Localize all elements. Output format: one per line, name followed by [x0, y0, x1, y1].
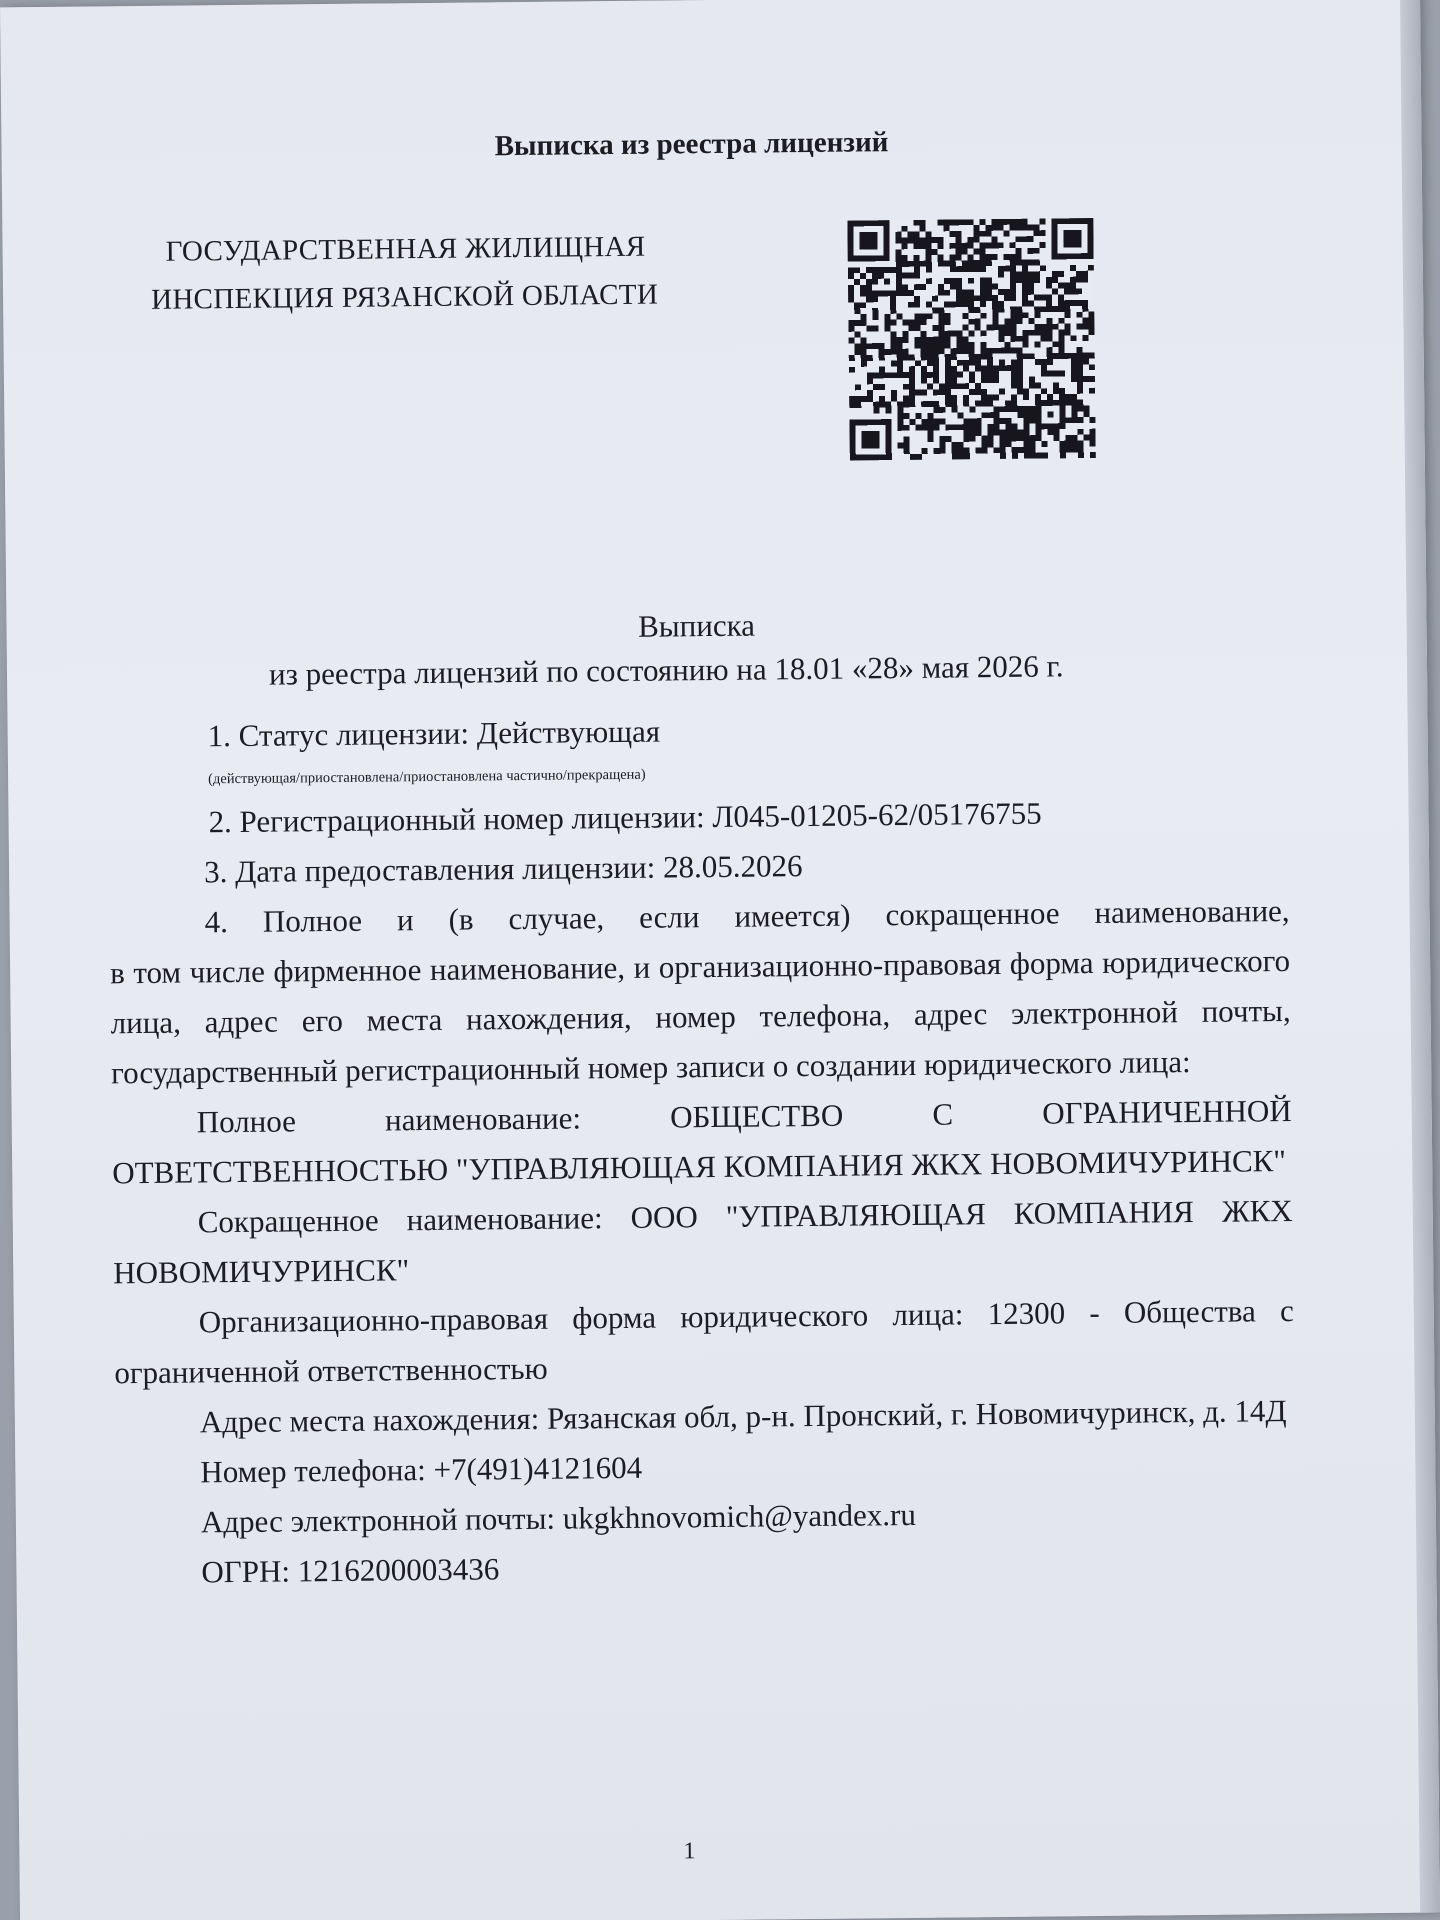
company-phone: Номер телефона: +7(491)4121604: [200, 1449, 643, 1490]
item4-description: в том числе фирменное наименование, и организационно-правовая форма юридического лица, адрес его места нахождения, номер телефона, адрес электронной почты, государственный регистрационный номер записи о создании юридического лица:: [109, 942, 1291, 1091]
page-number: 1: [683, 1838, 696, 1865]
authority-line-1: ГОСУДАРСТВЕННАЯ ЖИЛИЩНАЯ: [165, 230, 646, 268]
extract-subtitle: из реестра лицензий по состоянию на 18.01 «28» мая 2026 г.: [268, 648, 1064, 692]
license-status: 1. Статус лицензии: Действующая: [207, 713, 661, 754]
qr-code-icon: [847, 218, 1095, 461]
company-legal-form: Организационно-правовая форма юридического лица: 12300 - Общества с ограниченной ответственностью: [114, 1292, 1294, 1391]
company-email: Адрес электронной почты: ukgkhnovomich@yandex.ru: [200, 1496, 917, 1540]
company-short-name: Сокращенное наименование: ООО "УПРАВЛЯЮЩАЯ КОМПАНИЯ ЖКХ НОВОМИЧУРИНСК": [113, 1192, 1293, 1291]
authority-line-2: ИНСПЕКЦИЯ РЯЗАНСКОЙ ОБЛАСТИ: [150, 278, 659, 316]
company-full-name: Полное наименование: ОБЩЕСТВО С ОГРАНИЧЕННОЙ ОТВЕТСТВЕННОСТЬЮ "УПРАВЛЯЮЩАЯ КОМПАНИЯ ЖКХ НОВОМИЧУРИНСК": [112, 1092, 1292, 1191]
license-status-note: (действующая/приостановлена/приостановлена частично/прекращена): [208, 766, 646, 788]
license-reg-number: 2. Регистрационный номер лицензии: Л045-01205-62/05176755: [208, 795, 1042, 840]
extract-body: [107, 700, 1296, 1598]
item4-first-line: 4. Полное и (в случае, если имеется) сокращенное наименование,: [204, 892, 1290, 940]
extract-title: Выписка: [637, 607, 756, 644]
paper-edge: [1400, 0, 1440, 1913]
issuing-authority: [150, 222, 711, 324]
document-header-title: Выписка из реестра лицензий: [494, 126, 889, 163]
company-ogrn: ОГРН: 1216200003436: [201, 1551, 500, 1590]
license-issue-date: 3. Дата предоставления лицензии: 28.05.2026: [203, 848, 803, 890]
company-address: Адрес места нахождения: Рязанская обл, р-н. Пронский, г. Новомичуринск, д. 14Д: [199, 1393, 1287, 1440]
